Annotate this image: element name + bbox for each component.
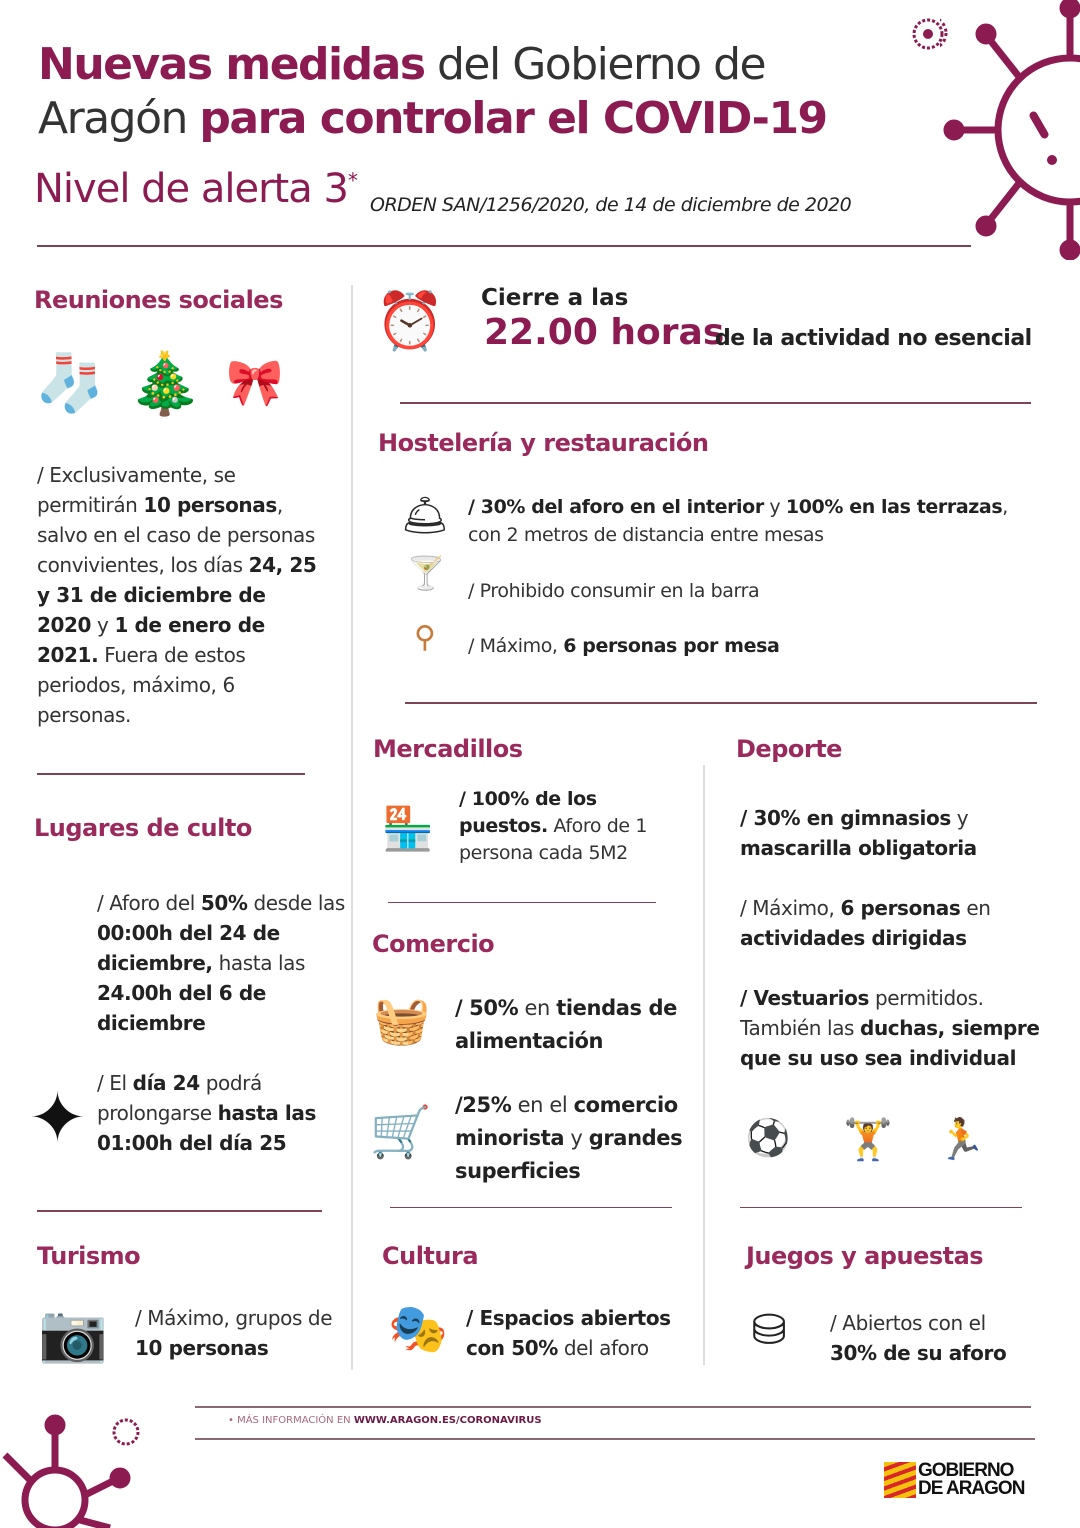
title-line-1 bbox=[38, 38, 765, 92]
alert-asterisk: * bbox=[347, 168, 357, 193]
text: / Aforo del bbox=[97, 891, 201, 915]
hosteleria-item-3 bbox=[468, 631, 1028, 661]
runner-icon: 🏃 bbox=[936, 1116, 986, 1163]
text: del Gobierno de bbox=[424, 39, 766, 90]
divider bbox=[37, 1210, 322, 1212]
bold-text: 24.00h del 6 de diciembre bbox=[97, 981, 266, 1035]
culto-item-2 bbox=[97, 1068, 337, 1158]
column-divider bbox=[351, 285, 353, 1370]
bold-text: 100% en las terrazas bbox=[785, 496, 1003, 518]
poker-chips-icon: ⛁ bbox=[751, 1304, 787, 1354]
bold-text: tiendas de alimentación bbox=[455, 996, 677, 1053]
hosteleria-heading: Hostelería y restauración bbox=[378, 429, 709, 457]
text: Aforo de 1 persona cada 5M2 bbox=[459, 815, 648, 864]
cierre-rest: de la actividad no esencial bbox=[715, 326, 1032, 351]
alert-level-text: Nivel de alerta 3 bbox=[34, 166, 348, 212]
divider bbox=[390, 1207, 672, 1208]
alarm-clock-icon: ⏰ bbox=[375, 288, 445, 354]
bold-text: actividades dirigidas bbox=[740, 926, 967, 950]
grocery-basket-icon: 🧺 bbox=[373, 992, 431, 1047]
culto-item-1 bbox=[97, 888, 347, 1038]
culto-heading: Lugares de culto bbox=[34, 814, 252, 842]
divider bbox=[400, 402, 1031, 404]
text: / Máximo, grupos de bbox=[135, 1306, 333, 1330]
hosteleria-item-2 bbox=[468, 576, 1028, 606]
divider bbox=[37, 245, 971, 247]
footer-prefix: MÁS INFORMACIÓN EN bbox=[237, 1415, 354, 1426]
deporte-heading: Deporte bbox=[736, 735, 842, 763]
divider bbox=[405, 702, 1037, 704]
text: / Abiertos con el bbox=[830, 1311, 986, 1335]
logo-line-2: DE ARAGON bbox=[918, 1478, 1025, 1499]
logo-line-1: GOBIERNO bbox=[918, 1460, 1014, 1481]
ornaments-icon: 🎀 bbox=[226, 355, 284, 409]
comercio-item-2 bbox=[455, 1089, 700, 1188]
bold-text: 6 personas por mesa bbox=[563, 635, 780, 657]
divider bbox=[388, 902, 656, 903]
cierre-time: 22.00 horas bbox=[484, 312, 725, 353]
text: del aforo bbox=[557, 1336, 649, 1360]
juegos-heading: Juegos y apuestas bbox=[746, 1242, 984, 1270]
text: / Máximo, bbox=[468, 635, 564, 657]
deporte-item-3 bbox=[740, 983, 1060, 1073]
hosteleria-item-1 bbox=[468, 493, 1038, 549]
gobierno-aragon-logo bbox=[884, 1462, 1024, 1498]
mercadillos-heading: Mercadillos bbox=[373, 735, 523, 763]
text: , con 2 metros de distancia entre mesas bbox=[468, 496, 1008, 546]
cultura-heading: Cultura bbox=[382, 1242, 479, 1270]
mercadillos-text bbox=[459, 786, 679, 867]
reuniones-heading: Reuniones sociales bbox=[34, 286, 283, 314]
bold-text: 50% bbox=[200, 891, 248, 915]
divider bbox=[195, 1438, 1035, 1440]
aragon-flag-icon bbox=[884, 1462, 916, 1498]
text: y bbox=[564, 1126, 589, 1150]
order-reference: ORDEN SAN/1256/2020, de 14 de diciembre de 2020 bbox=[370, 194, 852, 216]
bold-text: / 50% bbox=[455, 996, 519, 1020]
text: hasta las bbox=[212, 951, 306, 975]
reuniones-text bbox=[37, 460, 322, 730]
bold-text: 00:00h del 24 de diciembre, bbox=[97, 921, 280, 975]
comercio-heading: Comercio bbox=[372, 930, 495, 958]
bold-text: 6 personas bbox=[840, 896, 961, 920]
cultura-text bbox=[466, 1303, 691, 1363]
small-virus-icon bbox=[900, 12, 950, 57]
bold-text: comercio minorista bbox=[455, 1093, 678, 1150]
text: / Prohibido consumir en la barra bbox=[468, 580, 760, 602]
bold-text: día 24 bbox=[132, 1071, 200, 1095]
text: Aragón bbox=[38, 93, 200, 144]
bold-text: / Espacios abiertos con 50% bbox=[466, 1306, 671, 1360]
bold-text: 10 personas bbox=[143, 493, 277, 517]
bold-text: para controlar el COVID-19 bbox=[199, 93, 827, 144]
footer-info: • MÁS INFORMACIÓN EN WWW.ARAGON.ES/CORONAVIRUS bbox=[228, 1415, 542, 1426]
virus-decoration-bottom-icon bbox=[0, 1400, 160, 1528]
bold-text: hasta las 01:00h del día 25 bbox=[97, 1101, 316, 1155]
text: en bbox=[960, 896, 991, 920]
footer-link[interactable]: WWW.ARAGON.ES/CORONAVIRUS bbox=[353, 1415, 542, 1426]
theater-masks-icon: 🎭 bbox=[388, 1300, 448, 1357]
christmas-tree-icon: 🎄 bbox=[127, 348, 203, 419]
weightlifter-icon: 🏋 bbox=[843, 1117, 893, 1163]
bold-text: / Vestuarios bbox=[740, 986, 869, 1010]
deporte-item-1 bbox=[740, 803, 1060, 863]
juegos-text bbox=[830, 1308, 1030, 1368]
table-chairs-icon: ⚲ bbox=[414, 620, 436, 655]
bold-text: / 30% en gimnasios bbox=[740, 806, 951, 830]
bold-text: grandes superficies bbox=[455, 1126, 683, 1183]
bold-text: Nuevas medidas bbox=[38, 39, 425, 90]
bold-text: / 100% de los puestos. bbox=[459, 788, 597, 837]
text: y bbox=[950, 806, 969, 830]
bold-text: 24, 25 y 31 de diciembre de 2020 bbox=[37, 553, 317, 637]
stocking-icon: 🧦 bbox=[35, 350, 105, 416]
cocktail-icon: 🍸 bbox=[406, 553, 446, 592]
soccer-ball-icon: ⚽ bbox=[745, 1118, 791, 1159]
bold-text: /25% bbox=[455, 1093, 512, 1117]
text: / El bbox=[97, 1071, 133, 1095]
cierre-line1: Cierre a las bbox=[481, 285, 629, 311]
text: desde las bbox=[247, 891, 345, 915]
text: y bbox=[763, 496, 786, 518]
virus-decoration-icon bbox=[940, 0, 1080, 260]
bold-text: 30% de su aforo bbox=[830, 1341, 1007, 1365]
text: permitidos. También las bbox=[740, 986, 984, 1040]
bold-text: duchas, siempre que su uso sea individual bbox=[740, 1016, 1040, 1070]
text: / Exclusivamente, se permitirán bbox=[37, 463, 236, 517]
text: , salvo en el caso de personas convivientes, los días bbox=[37, 493, 315, 577]
alert-level bbox=[34, 166, 357, 212]
bold-text: 1 de enero de 2021. bbox=[37, 613, 265, 667]
text: podrá prolongarse bbox=[97, 1071, 262, 1125]
divider bbox=[195, 1406, 1031, 1408]
turismo-text bbox=[135, 1303, 335, 1363]
turismo-heading: Turismo bbox=[37, 1242, 141, 1270]
title-line-2 bbox=[38, 92, 827, 146]
food-cloche-icon: 🛎 bbox=[400, 492, 450, 537]
divider bbox=[740, 1207, 1022, 1208]
text: en el bbox=[511, 1093, 574, 1117]
comercio-item-1 bbox=[455, 992, 695, 1058]
divider bbox=[37, 773, 305, 775]
column-divider bbox=[703, 765, 705, 1365]
camera-icon: 📷 bbox=[38, 1300, 108, 1366]
bold-text: 10 personas bbox=[135, 1336, 269, 1360]
text: Fuera de estos periodos, máximo, 6 personas. bbox=[37, 643, 246, 727]
deporte-item-2 bbox=[740, 893, 1060, 953]
text: y bbox=[91, 613, 115, 637]
shopping-cart-icon: 🛒 bbox=[369, 1103, 433, 1161]
text: en bbox=[518, 996, 557, 1020]
sparkle-icon: ✦ bbox=[28, 1076, 87, 1159]
bold-text: mascarilla obligatoria bbox=[740, 836, 977, 860]
bold-text: / 30% del aforo en el interior bbox=[468, 496, 764, 518]
text: / Máximo, bbox=[740, 896, 841, 920]
market-stall-icon: 🏪 bbox=[381, 804, 435, 853]
